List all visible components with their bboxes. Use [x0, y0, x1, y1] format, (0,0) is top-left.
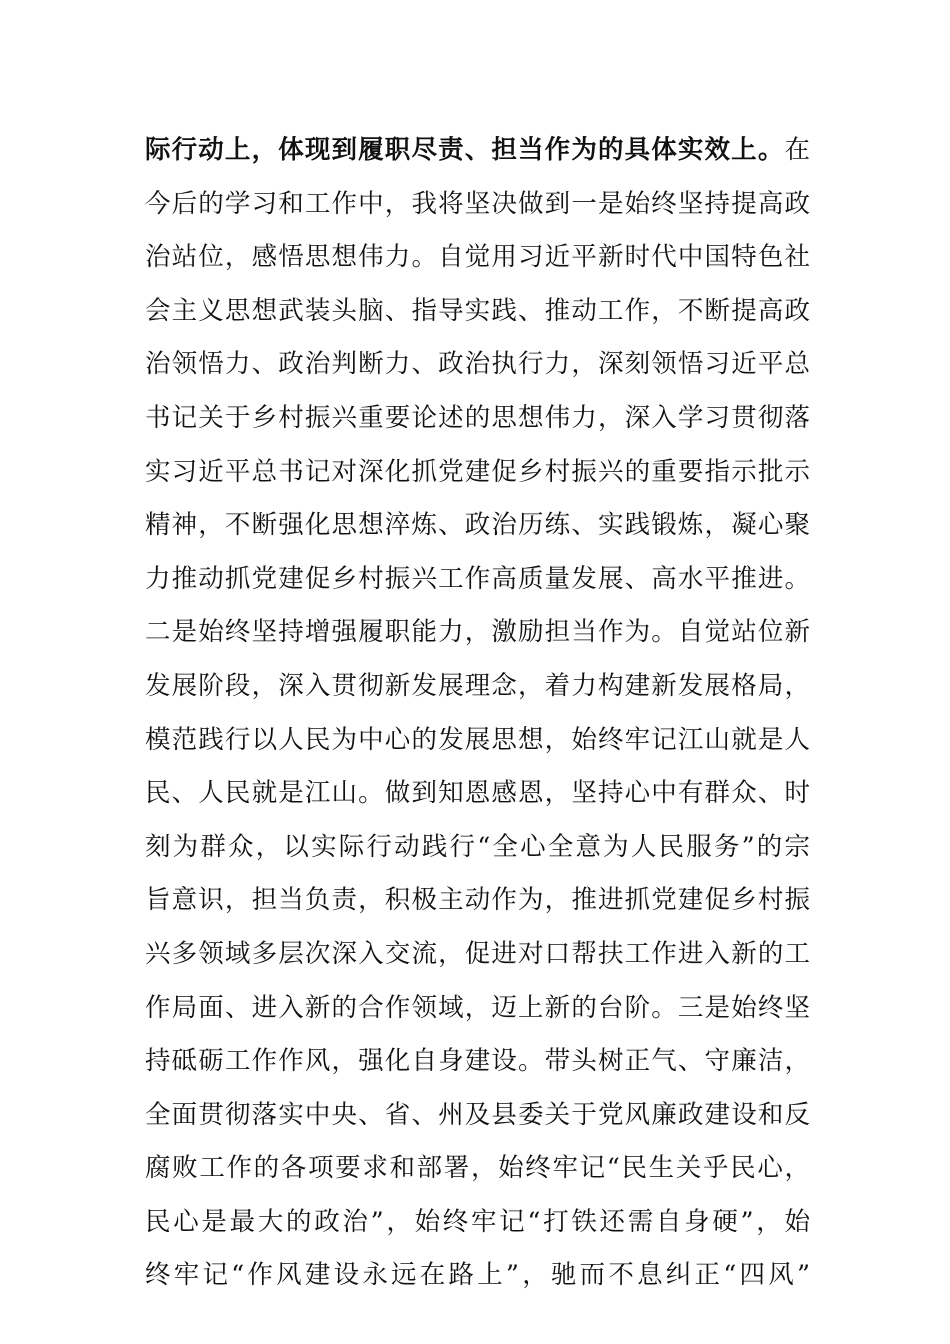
text-line: 今后的学习和工作中，我将坚决做到一是始终坚持提高政: [145, 188, 810, 219]
text-line: 兴多领域多层次深入交流，促进对口帮扶工作进入新的工: [145, 938, 810, 969]
text-line: 持砥砺工作作风，强化自身建设。带头树正气、守廉洁，: [145, 1046, 810, 1077]
text-line: 力推动抓党建促乡村振兴工作高质量发展、高水平推进。: [145, 563, 810, 594]
text-line: 全面贯彻落实中央、省、州及县委关于党风廉政建设和反: [145, 1099, 810, 1130]
text-line: 书记关于乡村振兴重要论述的思想伟力，深入学习贯彻落: [145, 402, 810, 433]
line-text: 在: [784, 135, 810, 165]
text-line: 精神，不断强化思想淬炼、政治历练、实践锻炼，凝心聚: [145, 510, 810, 541]
text-line: 会主义思想武装头脑、指导实践、推动工作，不断提高政: [145, 295, 810, 326]
text-line: 治站位，感悟思想伟力。自觉用习近平新时代中国特色社: [145, 242, 810, 273]
text-line: 治领悟力、政治判断力、政治执行力，深刻领悟习近平总: [145, 349, 810, 380]
text-line: 实习近平总书记对深化抓党建促乡村振兴的重要指示批示: [145, 456, 810, 487]
text-line: 发展阶段，深入贯彻新发展理念，着力构建新发展格局，: [145, 670, 810, 701]
text-line: 模范践行以人民为中心的发展思想，始终牢记江山就是人: [145, 724, 810, 755]
text-line: 民心是最大的政治”，始终牢记“打铁还需自身硬”，始: [145, 1206, 810, 1237]
bold-phrase: 际行动上，体现到履职尽责、担当作为的具体实效上。: [145, 135, 785, 165]
text-line: 民、人民就是江山。做到知恩感恩，坚持心中有群众、时: [145, 778, 810, 809]
text-line: 终牢记“作风建设永远在路上”，驰而不息纠正“四风”: [145, 1260, 810, 1291]
text-line: 刻为群众，以实际行动践行“全心全意为人民服务”的宗: [145, 831, 810, 862]
text-line: 作局面、进入新的合作领域，迈上新的台阶。三是始终坚: [145, 992, 810, 1023]
text-line: 腐败工作的各项要求和部署，始终牢记“民生关乎民心，: [145, 1153, 810, 1184]
body-text: [145, 124, 810, 1303]
text-line: [145, 124, 810, 178]
text-line: 二是始终坚持增强履职能力，激励担当作为。自觉站位新: [145, 617, 810, 648]
text-line: 旨意识，担当负责，积极主动作为，推进抓党建促乡村振: [145, 885, 810, 916]
